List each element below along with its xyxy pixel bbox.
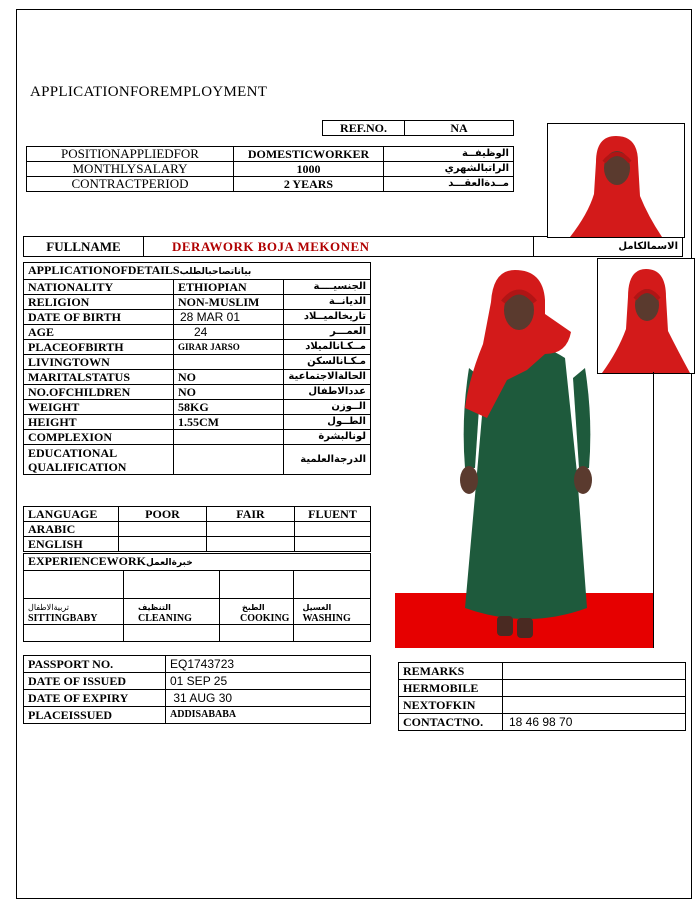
table-row (27, 147, 514, 162)
skill-cleaning (124, 599, 220, 625)
weight-label: WEIGHT (24, 400, 174, 415)
ref-value: NA (405, 121, 514, 136)
details-header-label: APPLICATIONOFDETAILS (28, 263, 180, 277)
education-value (174, 445, 284, 475)
experience-table (23, 553, 371, 642)
table-row (24, 325, 371, 340)
arabic-fluent-cell (295, 522, 371, 537)
table-row (24, 340, 371, 355)
table-row (24, 537, 371, 552)
language-header: LANGUAGE (24, 507, 119, 522)
experience-cell (124, 571, 220, 599)
skill-cooking (220, 599, 294, 625)
experience-header (24, 554, 371, 571)
nationality-label: NATIONALITY (24, 280, 174, 295)
next-of-kin-label: NEXTOFKIN (399, 697, 503, 714)
divider-line (653, 372, 654, 648)
full-name-value: DERAWORK BOJA MEKONEN (144, 237, 534, 257)
skill-cooking-label: COOKING (240, 613, 290, 624)
table-row (24, 280, 371, 295)
place-issued-label: PLACEISSUED (24, 707, 166, 724)
mobile-value (503, 680, 686, 697)
expiry-date-label: DATE OF EXPIRY (24, 690, 166, 707)
remarks-label: REMARKS (399, 663, 503, 680)
arabic-poor-cell (119, 522, 207, 537)
table-row (24, 370, 371, 385)
language-table (23, 506, 371, 552)
skill-sitting-baby-arabic: تربيةالاطفال (28, 603, 70, 612)
ref-label: REF.NO. (323, 121, 405, 136)
experience-header-arabic: خبرةالعمل (146, 558, 193, 568)
position-table (26, 146, 514, 192)
full-name-table (23, 236, 683, 257)
table-row (399, 697, 686, 714)
skill-washing (294, 599, 371, 625)
pob-label: PLACEOFBIRTH (24, 340, 174, 355)
page-title: APPLICATIONFOREMPLOYMENT (30, 84, 268, 100)
height-label: HEIGHT (24, 415, 174, 430)
portrait-illustration (548, 124, 684, 237)
table-row (399, 680, 686, 697)
complexion-value (174, 430, 284, 445)
height-value: 1.55CM (174, 415, 284, 430)
marital-arabic: الحالةالاجتماعية (284, 370, 371, 385)
contract-value: 2 YEARS (234, 177, 384, 192)
mobile-label: HERMOBILE (399, 680, 503, 697)
religion-value: NON-MUSLIM (174, 295, 284, 310)
details-table (23, 262, 371, 475)
salary-value: 1000 (234, 162, 384, 177)
position-arabic: الوظيفــة (384, 147, 514, 162)
experience-cell (220, 571, 294, 599)
english-fluent-cell (295, 537, 371, 552)
passport-no-value: EQ1743723 (166, 656, 371, 673)
arabic-label: ARABIC (24, 522, 119, 537)
religion-arabic: الديانــة (284, 295, 371, 310)
table-row (24, 445, 371, 475)
ref-table (322, 120, 514, 136)
table-row (24, 707, 371, 724)
salary-label: MONTHLYSALARY (27, 162, 234, 177)
age-label: AGE (24, 325, 174, 340)
expiry-date-value: 31 AUG 30 (166, 690, 371, 707)
skill-washing-arabic: الغسيل (302, 603, 332, 612)
dob-value: 28 MAR 01 (174, 310, 284, 325)
english-label: ENGLISH (24, 537, 119, 552)
skill-cleaning-arabic: التنظيف (138, 603, 171, 612)
passport-table (23, 655, 371, 724)
fair-header: FAIR (207, 507, 295, 522)
pob-value: GIRAR JARSO (174, 340, 284, 355)
religion-label: RELIGION (24, 295, 174, 310)
issue-date-label: DATE OF ISSUED (24, 673, 166, 690)
nationality-value: ETHIOPIAN (174, 280, 284, 295)
table-row (24, 310, 371, 325)
skill-sitting-baby-label: SITTINGBABY (28, 613, 98, 624)
contact-no-value: 18 46 98 70 (503, 714, 686, 731)
contract-arabic: مــدةالعقـــد (384, 177, 514, 192)
table-row (24, 571, 371, 599)
details-header (24, 263, 371, 280)
children-arabic: عددالاطفال (284, 385, 371, 400)
skill-washing-label: WASHING (302, 613, 351, 624)
skill-cleaning-label: CLEANING (138, 613, 192, 624)
english-poor-cell (119, 537, 207, 552)
contract-label: CONTRACTPERIOD (27, 177, 234, 192)
experience-header-label: EXPERIENCEWORK (28, 554, 147, 568)
living-town-value (174, 355, 284, 370)
full-name-arabic: الاسمالكامل (534, 237, 683, 257)
table-row (24, 625, 371, 642)
education-label-line1: EDUCATIONAL (28, 445, 118, 460)
living-town-label: LIVINGTOWN (24, 355, 174, 370)
experience-cell (124, 625, 220, 642)
table-row (399, 714, 686, 731)
experience-cell (294, 571, 371, 599)
contact-no-label: CONTACTNO. (399, 714, 503, 731)
next-of-kin-value (503, 697, 686, 714)
table-row (24, 355, 371, 370)
education-arabic: الدرجةالعلمية (284, 445, 371, 475)
table-row (27, 162, 514, 177)
weight-arabic: الــوزن (284, 400, 371, 415)
age-value: 24 (174, 325, 284, 340)
details-header-arabic: بياناتصاحبالطلب (179, 267, 252, 277)
table-row (24, 599, 371, 625)
table-row (24, 400, 371, 415)
english-fair-cell (207, 537, 295, 552)
pob-arabic: مــكـانالميلاد (284, 340, 371, 355)
salary-arabic: الراتبالشهري (384, 162, 514, 177)
passport-no-label: PASSPORT NO. (24, 656, 166, 673)
full-name-label: FULLNAME (24, 237, 144, 257)
table-row (24, 690, 371, 707)
marital-label: MARITALSTATUS (24, 370, 174, 385)
portrait-photo-small (547, 123, 685, 238)
marital-value: NO (174, 370, 284, 385)
height-arabic: الطــول (284, 415, 371, 430)
arabic-fair-cell (207, 522, 295, 537)
fluent-header: FLUENT (295, 507, 371, 522)
poor-header: POOR (119, 507, 207, 522)
skill-cooking-arabic: الطبخ (242, 603, 265, 612)
table-row (24, 522, 371, 537)
table-row (24, 673, 371, 690)
position-value: DOMESTICWORKER (234, 147, 384, 162)
dob-label: DATE OF BIRTH (24, 310, 174, 325)
table-row (24, 507, 371, 522)
dob-arabic: تاريخالميــلاد (284, 310, 371, 325)
education-label (24, 445, 174, 475)
issue-date-value: 01 SEP 25 (166, 673, 371, 690)
experience-cell (220, 625, 294, 642)
portrait-photo-medium (597, 258, 695, 374)
table-row (27, 177, 514, 192)
experience-cell (24, 571, 124, 599)
weight-value: 58KG (174, 400, 284, 415)
age-arabic: العمـــر (284, 325, 371, 340)
education-label-line2: QUALIFICATION (28, 459, 127, 474)
position-label: POSITIONAPPLIEDFOR (27, 147, 234, 162)
remarks-table (398, 662, 686, 731)
children-value: NO (174, 385, 284, 400)
experience-cell (294, 625, 371, 642)
children-label: NO.OFCHILDREN (24, 385, 174, 400)
complexion-label: COMPLEXION (24, 430, 174, 445)
skill-sitting-baby (24, 599, 124, 625)
table-row (24, 295, 371, 310)
living-town-arabic: مـكـانالسكن (284, 355, 371, 370)
table-row (399, 663, 686, 680)
remarks-value (503, 663, 686, 680)
experience-cell (24, 625, 124, 642)
table-row (24, 430, 371, 445)
table-row (24, 656, 371, 673)
portrait-medium-illustration (598, 259, 694, 373)
table-row (24, 415, 371, 430)
nationality-arabic: الجنسيــــة (284, 280, 371, 295)
place-issued-value: ADDISABABA (166, 707, 371, 724)
table-row (24, 385, 371, 400)
complexion-arabic: لونالبشرة (284, 430, 371, 445)
